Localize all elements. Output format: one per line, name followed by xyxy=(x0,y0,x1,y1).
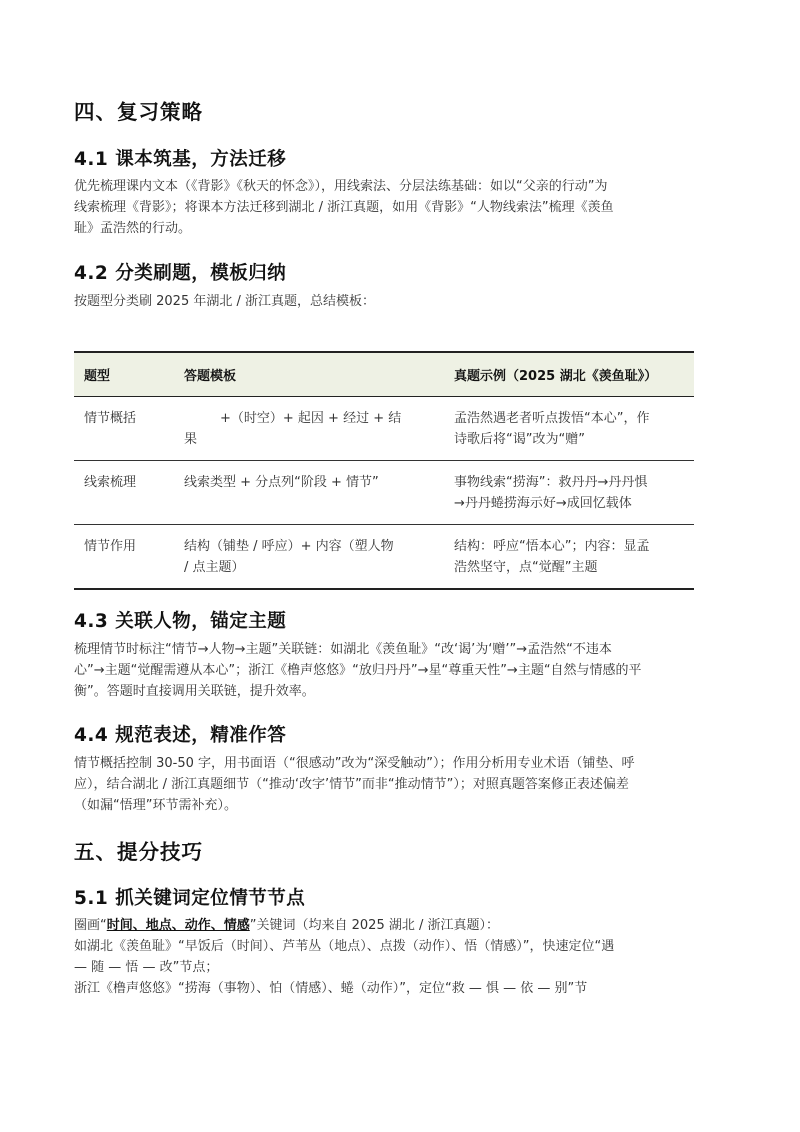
table-cell-type: 情节概括 xyxy=(74,397,174,461)
section-5-1-paragraph xyxy=(74,915,734,999)
table-header-row xyxy=(74,352,694,397)
paragraph-line: （如漏“悟理”环节需补充）。 xyxy=(74,798,237,813)
section-4-title: 四、复习策略 xyxy=(74,100,203,124)
table-cell-template xyxy=(174,397,444,461)
section-4-1-title: 4.1 课本筑基，方法迁移 xyxy=(74,149,287,170)
table-cell-example xyxy=(444,525,694,590)
cell-line: +（时空）+ 起因 + 经过 + 结 xyxy=(220,411,402,426)
section-4-2-paragraph xyxy=(74,291,734,312)
cell-line: 结构（铺垫 / 呼应）+ 内容（塑人物 xyxy=(184,539,394,554)
table-row xyxy=(74,461,694,525)
table-cell-type: 情节作用 xyxy=(74,525,174,590)
paragraph-line xyxy=(74,915,734,936)
section-5-1-title: 5.1 抓关键词定位情节节点 xyxy=(74,888,306,909)
cell-line: 诗歌后将“谒”改为“赠” xyxy=(454,432,585,447)
keywords-underlined: 时间、地点、动作、情感 xyxy=(106,918,250,933)
cell-line: 事物线索“捞海”：救丹丹→丹丹惧 xyxy=(454,475,648,490)
text-fragment: 圈画“ xyxy=(74,918,107,933)
cell-line: 浩然坚守，点“觉醒”主题 xyxy=(454,560,598,575)
section-4-2-title: 4.2 分类刷题，模板归纳 xyxy=(74,263,287,284)
cell-line: / 点主题） xyxy=(184,560,245,575)
section-4-4-paragraph xyxy=(74,753,734,816)
paragraph-line: 优先梳理课内文本（《背影》《秋天的怀念》），用线索法、分层法练基础：如以“父亲的行动”为 xyxy=(74,179,608,194)
table-header-template: 答题模板 xyxy=(174,352,444,397)
cell-line: 结构：呼应“悟本心”；内容：显孟 xyxy=(454,539,650,554)
text-fragment: ”关键词（均来自 2025 湖北 / 浙江真题）： xyxy=(249,918,499,933)
paragraph-line: 应），结合湖北 / 浙江真题细节（“推动‘改字’情节”而非“推动情节”）；对照真题答案修正表述偏差 xyxy=(74,777,629,792)
table-row xyxy=(74,397,694,461)
paragraph-line: 线索梳理《背影》；将课本方法迁移到湖北 / 浙江真题，如用《背影》“人物线索法”梳理《羡鱼 xyxy=(74,200,614,215)
table-header-example: 真题示例（2025 湖北《羡鱼耻》） xyxy=(444,352,694,397)
paragraph-line: 如湖北《羡鱼耻》“早饭后（时间）、芦苇丛（地点）、点拨（动作）、悟（情感）”，快速定位“遇 xyxy=(74,939,615,954)
paragraph-line: 心”→主题“觉醒需遵从本心”；浙江《橹声悠悠》“放归丹丹”→星“尊重天性”→主题“自然与情感的平 xyxy=(74,663,642,678)
paragraph-line: 耻》孟浩然的行动。 xyxy=(74,221,192,236)
paragraph-line: 梳理情节时标注“情节→人物→主题”关联链：如湖北《羡鱼耻》“改‘谒’为‘赠’”→孟浩然“不违本 xyxy=(74,642,612,657)
paragraph-line: 情节概括控制 30-50 字，用书面语（“很感动”改为“深受触动”）；作用分析用专业术语（铺垫、呼 xyxy=(74,756,635,771)
cell-line: 孟浩然遇老者听点拨悟“本心”，作 xyxy=(454,411,650,426)
paragraph-line: 按题型分类刷 2025 年湖北 / 浙江真题，总结模板： xyxy=(74,294,375,309)
paragraph-line: 浙江《橹声悠悠》“捞海（事物）、怕（情感）、蜷（动作）”，定位“救 — 惧 — 依 — 别”节 xyxy=(74,981,588,996)
section-4-4-title: 4.4 规范表述，精准作答 xyxy=(74,725,287,746)
cell-line: 线索类型 + 分点列“阶段 + 情节” xyxy=(184,475,379,490)
table-cell-example xyxy=(444,397,694,461)
table-cell-type: 线索梳理 xyxy=(74,461,174,525)
table-header-type: 题型 xyxy=(74,352,174,397)
table-row xyxy=(74,525,694,590)
section-5-title: 五、提分技巧 xyxy=(74,840,203,864)
cell-line: 果 xyxy=(184,432,198,447)
table-cell-example xyxy=(444,461,694,525)
answer-template-table xyxy=(74,351,694,590)
paragraph-line: 衡”。答题时直接调用关联链，提升效率。 xyxy=(74,684,315,699)
section-4-1-paragraph xyxy=(74,176,734,239)
cell-line: →丹丹蜷捞海示好→成回忆载体 xyxy=(454,496,632,511)
section-4-3-title: 4.3 关联人物，锚定主题 xyxy=(74,611,287,632)
table-cell-template xyxy=(174,461,444,525)
section-4-3-paragraph xyxy=(74,639,734,702)
table-cell-template xyxy=(174,525,444,590)
paragraph-line: — 随 — 悟 — 改”节点； xyxy=(74,960,219,975)
